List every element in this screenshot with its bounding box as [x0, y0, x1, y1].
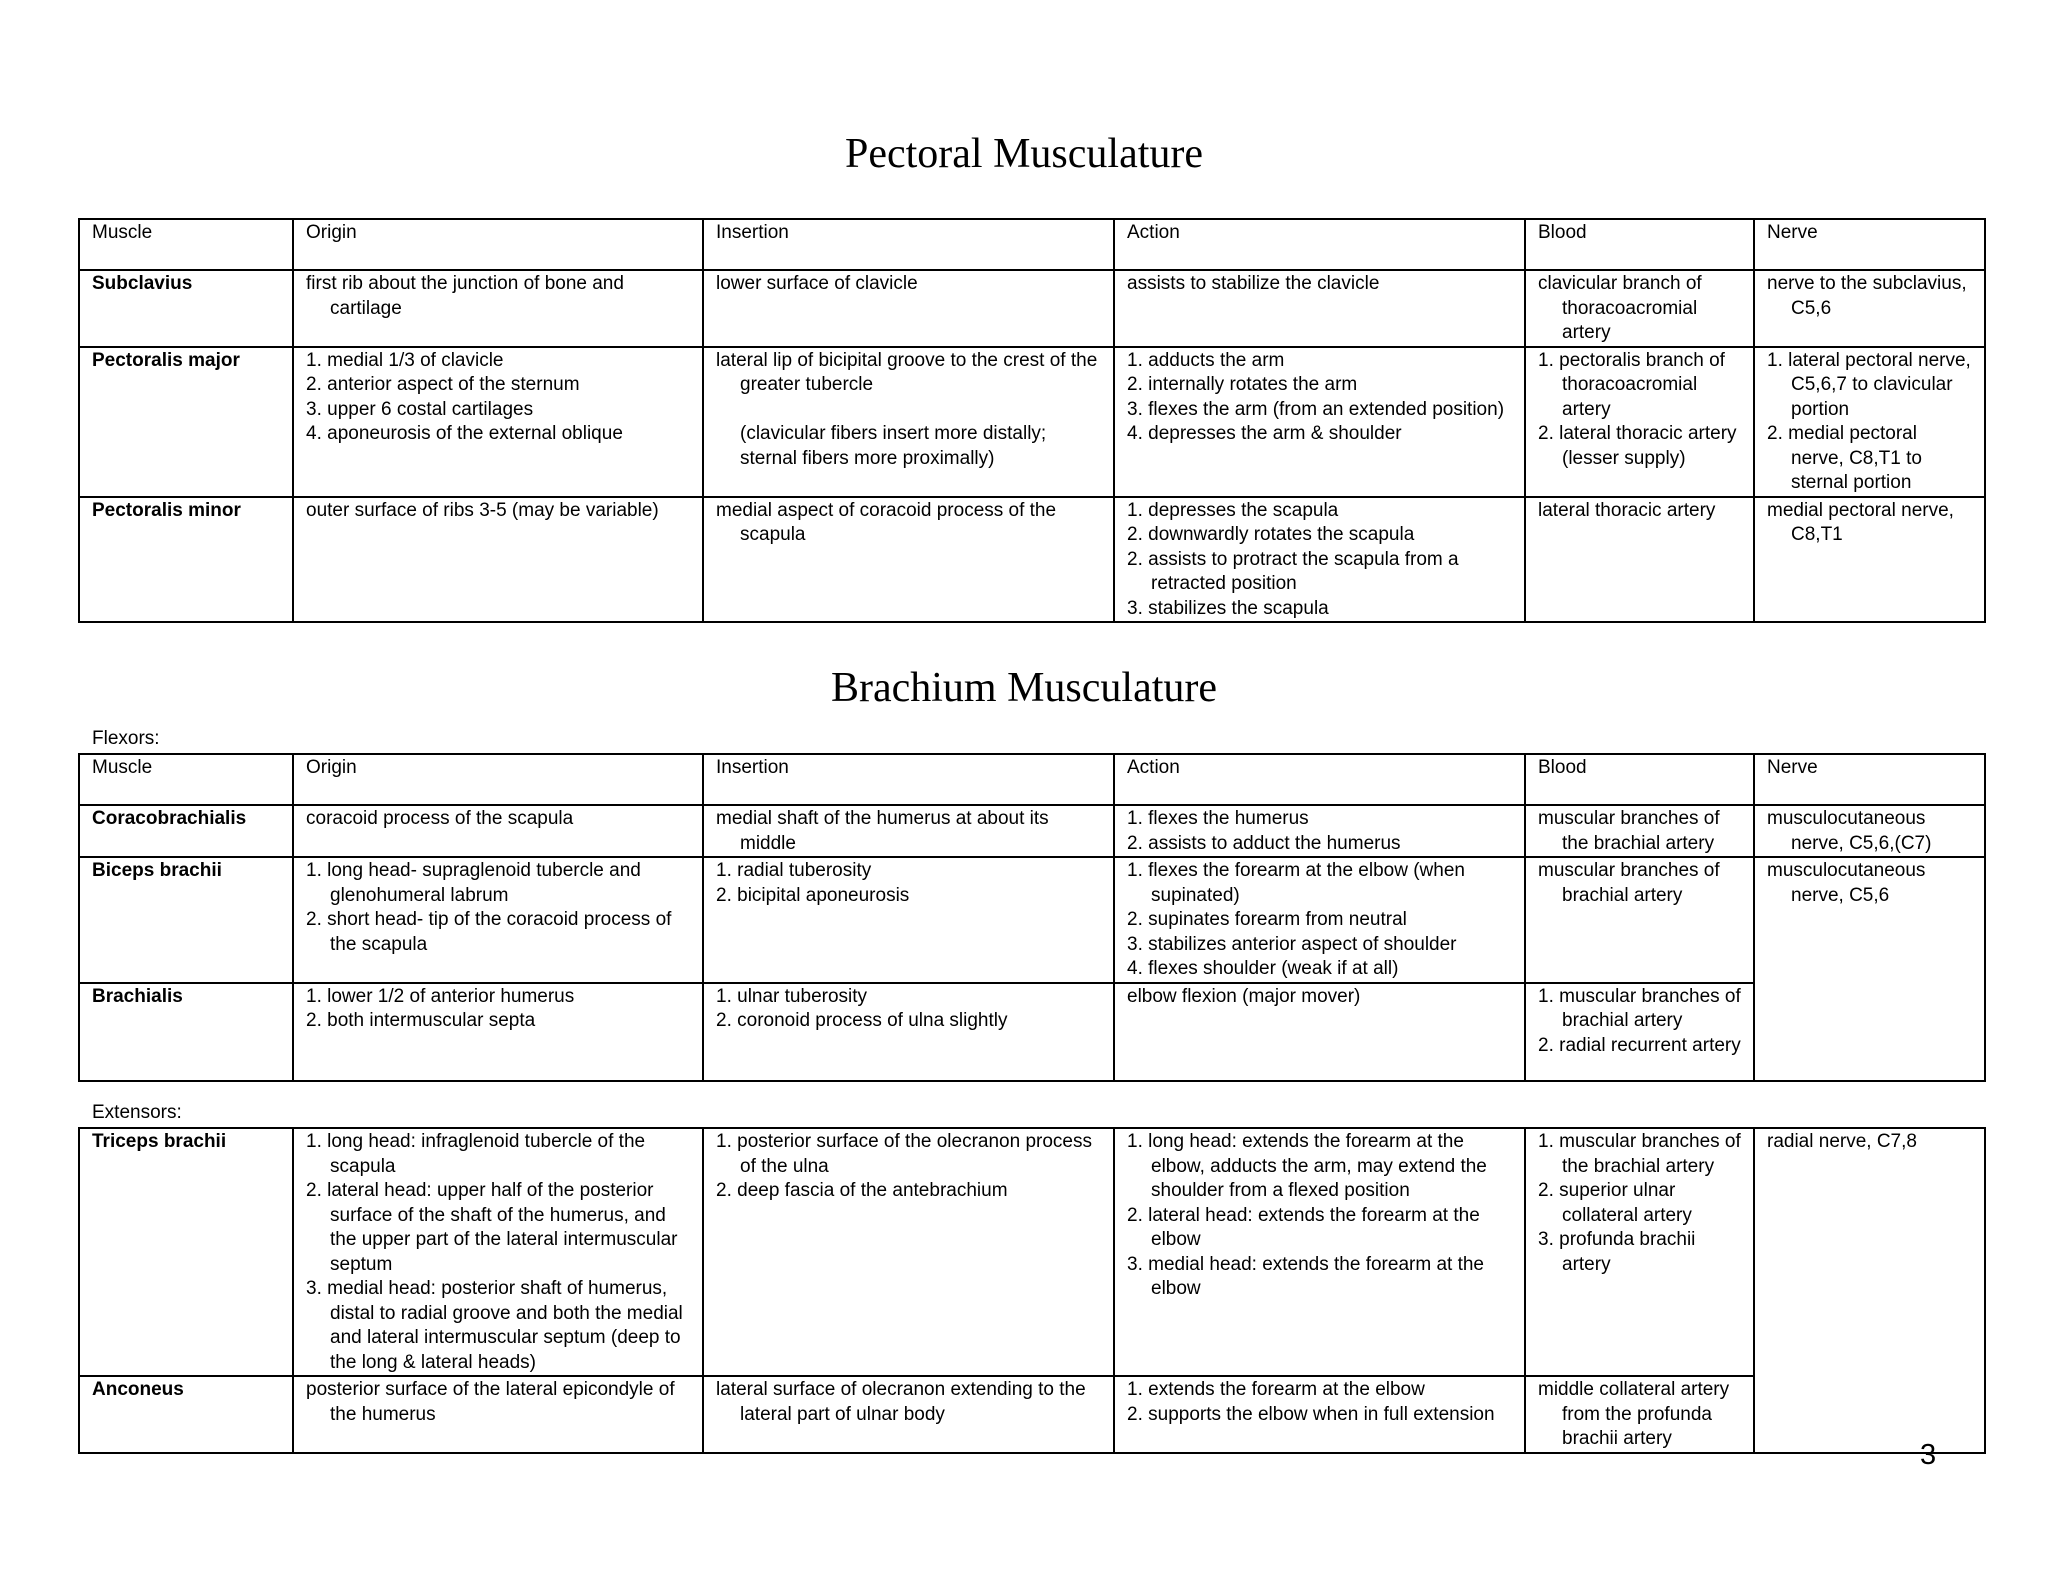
insertion-line: medial shaft of the humerus at about its middle: [716, 808, 1049, 854]
action-line: 3. flexes the arm (from an extended position): [1127, 398, 1505, 420]
insertion-line: 2. bicipital aponeurosis: [716, 884, 910, 906]
blood-line: 2. lateral thoracic artery (lesser supply): [1538, 423, 1737, 469]
muscle-name: Anconeus: [79, 1376, 293, 1453]
extensors-table: [78, 1127, 1986, 1454]
action-line: 1. long head: extends the forearm at the elbow, adducts the arm, may extend the shoulder from a flexed position: [1127, 1131, 1487, 1201]
blood-line: 1. muscular branches of brachial artery: [1538, 985, 1741, 1031]
nerve-cell: [1754, 1128, 1985, 1453]
insertion-cell: [703, 1128, 1114, 1376]
origin-cell: [293, 270, 703, 347]
blood-cell: [1525, 805, 1754, 857]
insertion-line: 2. coronoid process of ulna slightly: [716, 1010, 1008, 1031]
muscle-name: Coracobrachialis: [79, 805, 293, 857]
nerve-cell: [1754, 270, 1985, 347]
insertion-line: 1. ulnar tuberosity: [716, 985, 868, 1007]
action-line: 4. depresses the arm & shoulder: [1127, 423, 1402, 444]
origin-line: 2. short head- tip of the coracoid process of the scapula: [306, 909, 672, 955]
action-line: 2. assists to protract the scapula from a retracted position: [1127, 548, 1459, 594]
action-cell: [1114, 1376, 1525, 1453]
action-line: 2. lateral head: extends the forearm at the elbow: [1127, 1204, 1480, 1250]
nerve-line: musculocutaneous nerve, C5,6,(C7): [1767, 808, 1932, 854]
origin-cell: [293, 983, 703, 1081]
action-line: 2. supports the elbow when in full extension: [1127, 1403, 1495, 1425]
origin-cell: [293, 805, 703, 857]
header-muscle: Muscle: [79, 219, 293, 270]
action-line: 2. internally rotates the arm: [1127, 374, 1358, 395]
header-origin: Origin: [293, 219, 703, 270]
table-row: [79, 270, 1985, 347]
insertion-line: 1. radial tuberosity: [716, 860, 872, 881]
header-insertion: Insertion: [703, 219, 1114, 270]
blood-line: 3. profunda brachii artery: [1538, 1229, 1696, 1275]
origin-cell: [293, 1376, 703, 1453]
blood-cell: [1525, 270, 1754, 347]
action-cell: [1114, 983, 1525, 1081]
header-insertion: Insertion: [703, 754, 1114, 805]
origin-line: 2. both intermuscular septa: [306, 1010, 536, 1031]
insertion-line: 2. deep fascia of the antebrachium: [716, 1180, 1008, 1201]
table-header-row: [79, 754, 1985, 805]
action-line: 1. adducts the arm: [1127, 349, 1285, 371]
nerve-line: musculocutaneous nerve, C5,6: [1767, 860, 1926, 906]
insertion-cell: [703, 1376, 1114, 1453]
table-row: [79, 805, 1985, 857]
action-line: 2. downwardly rotates the scapula: [1127, 524, 1415, 545]
muscle-name: Triceps brachii: [79, 1128, 293, 1376]
action-cell: [1114, 1128, 1525, 1376]
origin-line: 3. upper 6 costal cartilages: [306, 398, 534, 420]
header-nerve: Nerve: [1754, 754, 1985, 805]
blood-cell: [1525, 497, 1754, 623]
origin-line: coracoid process of the scapula: [306, 808, 574, 829]
table-row: [79, 497, 1985, 623]
nerve-cell: [1754, 347, 1985, 497]
origin-line: 3. medial head: posterior shaft of humerus, distal to radial groove and both the medial and lateral intermuscular septum (deep to the long & lateral heads): [306, 1278, 683, 1373]
origin-line: 4. aponeurosis of the external oblique: [306, 423, 623, 444]
nerve-cell: [1754, 857, 1985, 1081]
nerve-cell: [1754, 805, 1985, 857]
origin-cell: [293, 1128, 703, 1376]
muscle-name: Pectoralis major: [79, 347, 293, 497]
action-line: 2. supinates forearm from neutral: [1127, 909, 1407, 930]
action-line: 3. medial head: extends the forearm at the elbow: [1127, 1253, 1484, 1299]
page-number: 3: [1920, 1439, 1937, 1471]
muscle-name: Biceps brachii: [79, 857, 293, 983]
pectoral-table: [78, 218, 1986, 623]
muscle-name: Subclavius: [79, 270, 293, 347]
insertion-note: (clavicular fibers insert more distally; sternal fibers more proximally): [740, 423, 1047, 469]
insertion-line: medial aspect of coracoid process of the scapula: [716, 499, 1057, 545]
table-row: [79, 983, 1985, 1081]
blood-cell: [1525, 983, 1754, 1081]
action-line: elbow flexion (major mover): [1127, 985, 1361, 1007]
table-row: [79, 857, 1985, 983]
table-row: [79, 347, 1985, 497]
blood-cell: [1525, 857, 1754, 983]
muscle-name: Brachialis: [79, 983, 293, 1081]
action-line: assists to stabilize the clavicle: [1127, 273, 1380, 294]
header-blood: Blood: [1525, 754, 1754, 805]
action-cell: [1114, 347, 1525, 497]
blood-line: 2. radial recurrent artery: [1538, 1034, 1741, 1056]
blood-line: muscular branches of brachial artery: [1538, 860, 1720, 906]
origin-line: first rib about the junction of bone and cartilage: [306, 273, 624, 319]
blood-line: lateral thoracic artery: [1538, 499, 1716, 521]
header-nerve: Nerve: [1754, 219, 1985, 270]
insertion-cell: [703, 857, 1114, 983]
pectoral-title: Pectoral Musculature: [844, 131, 1204, 177]
blood-line: 1. pectoralis branch of thoracoacromial artery: [1538, 349, 1725, 420]
nerve-cell: [1754, 497, 1985, 623]
nerve-line: 2. medial pectoral nerve, C8,T1 to sternal portion: [1767, 423, 1922, 493]
table-header-row: [79, 219, 1985, 270]
insertion-cell: [703, 805, 1114, 857]
blood-line: middle collateral artery from the profunda brachii artery: [1538, 1379, 1730, 1449]
blood-line: 1. muscular branches of the brachial artery: [1538, 1131, 1741, 1177]
nerve-line: 1. lateral pectoral nerve, C5,6,7 to clavicular portion: [1767, 349, 1971, 420]
table-row: [79, 1128, 1985, 1376]
blood-cell: [1525, 347, 1754, 497]
action-line: 2. assists to adduct the humerus: [1127, 832, 1401, 854]
brachium-title: Brachium Musculature: [830, 665, 1218, 711]
action-cell: [1114, 857, 1525, 983]
origin-line: 2. anterior aspect of the sternum: [306, 374, 580, 395]
muscle-name: Pectoralis minor: [79, 497, 293, 623]
origin-line: 1. lower 1/2 of anterior humerus: [306, 985, 575, 1007]
action-line: 1. extends the forearm at the elbow: [1127, 1379, 1425, 1400]
action-line: 1. depresses the scapula: [1127, 499, 1339, 521]
insertion-cell: [703, 497, 1114, 623]
origin-line: 2. lateral head: upper half of the posterior surface of the shaft of the humerus, and the upper part of the lateral intermuscular septum: [306, 1180, 678, 1275]
origin-cell: [293, 347, 703, 497]
header-origin: Origin: [293, 754, 703, 805]
insertion-cell: [703, 983, 1114, 1081]
blood-cell: [1525, 1128, 1754, 1376]
nerve-line: nerve to the subclavius, C5,6: [1767, 273, 1967, 319]
spacer: [716, 398, 1101, 423]
blood-line: muscular branches of the brachial artery: [1538, 808, 1720, 854]
header-action: Action: [1114, 754, 1525, 805]
action-line: 3. stabilizes anterior aspect of shoulder: [1127, 933, 1457, 955]
blood-line: 2. superior ulnar collateral artery: [1538, 1180, 1692, 1226]
header-muscle: Muscle: [79, 754, 293, 805]
insertion-cell: [703, 270, 1114, 347]
blood-cell: [1525, 1376, 1754, 1453]
origin-cell: [293, 497, 703, 623]
action-cell: [1114, 497, 1525, 623]
origin-line: 1. medial 1/3 of clavicle: [306, 349, 504, 371]
nerve-line: radial nerve, C7,8: [1767, 1131, 1917, 1152]
action-line: 1. flexes the forearm at the elbow (when supinated): [1127, 860, 1465, 906]
header-action: Action: [1114, 219, 1525, 270]
insertion-line: lateral lip of bicipital groove to the crest of the greater tubercle: [716, 349, 1098, 395]
origin-line: 1. long head: infraglenoid tubercle of the scapula: [306, 1131, 646, 1177]
action-line: 4. flexes shoulder (weak if at all): [1127, 958, 1399, 979]
insertion-line: lateral surface of olecranon extending to the lateral part of ulnar body: [716, 1379, 1086, 1425]
nerve-line: medial pectoral nerve, C8,T1: [1767, 499, 1954, 545]
insertion-cell: [703, 347, 1114, 497]
origin-cell: [293, 857, 703, 983]
blood-line: clavicular branch of thoracoacromial artery: [1538, 273, 1702, 343]
insertion-line: lower surface of clavicle: [716, 273, 918, 294]
insertion-line: 1. posterior surface of the olecranon process of the ulna: [716, 1131, 1092, 1177]
extensors-label: Extensors:: [92, 1102, 182, 1123]
action-line: 1. flexes the humerus: [1127, 808, 1309, 829]
action-cell: [1114, 805, 1525, 857]
action-line: 3. stabilizes the scapula: [1127, 597, 1329, 619]
flexors-label: Flexors:: [92, 728, 160, 749]
header-blood: Blood: [1525, 219, 1754, 270]
action-cell: [1114, 270, 1525, 347]
origin-line: 1. long head- supraglenoid tubercle and glenohumeral labrum: [306, 860, 641, 906]
flexors-table: [78, 753, 1986, 1082]
origin-line: posterior surface of the lateral epicondyle of the humerus: [306, 1379, 675, 1425]
origin-line: outer surface of ribs 3-5 (may be variable): [306, 499, 659, 521]
table-row: [79, 1376, 1985, 1453]
